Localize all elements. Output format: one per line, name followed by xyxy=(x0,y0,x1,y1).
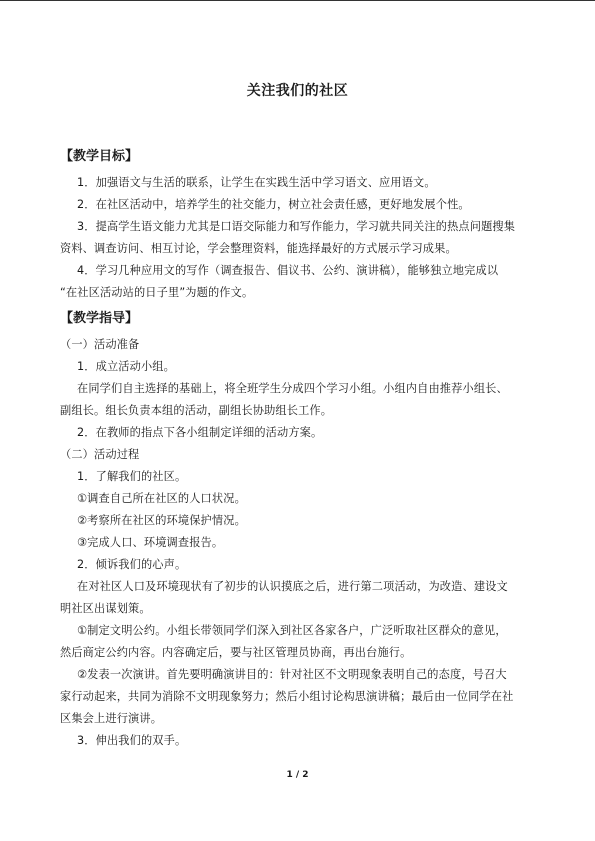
top-rule xyxy=(0,0,595,1)
paragraph-line: ③完成人口、环境调查报告。 xyxy=(77,536,224,549)
section-heading-goals: 【教学目标】 xyxy=(60,149,139,164)
page-number: 1 / 2 xyxy=(286,770,309,780)
paragraph-line: 资料、调查访问、相互讨论，学会整理资料，能选择最好的方式展示学习成果。 xyxy=(60,242,457,255)
paragraph-line: 3．伸出我们的双手。 xyxy=(77,734,187,747)
paragraph-line: 明社区出谋划策。 xyxy=(60,602,151,615)
paragraph-line: 3．提高学生语文能力尤其是口语交际能力和写作能力，学习就共同关注的热点问题搜集 xyxy=(77,220,516,233)
paragraph-line: ②考察所在社区的环境保护情况。 xyxy=(77,514,246,527)
document-title: 关注我们的社区 xyxy=(246,83,349,99)
paragraph-line: ①调查自己所在社区的人口状况。 xyxy=(77,492,246,505)
paragraph-line: 1．成立活动小组。 xyxy=(77,360,175,373)
paragraph-line: 副组长。组长负责本组的活动，副组长协助组长工作。 xyxy=(60,404,333,417)
paragraph-line: 4．学习几种应用文的写作（调查报告、倡议书、公约、演讲稿），能够独立地完成以 xyxy=(77,264,499,277)
paragraph-line: 2．倾诉我们的心声。 xyxy=(77,558,187,571)
paragraph-line: 在对社区人口及环境现状有了初步的认识摸底之后，进行第二项活动，为改造、建设文 xyxy=(77,580,508,593)
paragraph-line: 2．在社区活动中，培养学生的社交能力，树立社会责任感，更好地发展个性。 xyxy=(77,198,470,211)
section-heading-guidance: 【教学指导】 xyxy=(60,311,139,326)
paragraph-line: ①制定文明公约。小组长带领同学们深入到社区各家各户，广泛听取社区群众的意见， xyxy=(77,624,507,637)
paragraph-line: “在社区活动站的日子里”为题的作文。 xyxy=(60,286,254,299)
paragraph-line: 在同学们自主选择的基础上，将全班学生分成四个学习小组。小组内自由推荐小组长、 xyxy=(77,382,508,395)
paragraph-line: 然后商定公约内容。内容确定后，要与社区管理员协商，再出台施行。 xyxy=(60,646,412,659)
paragraph-line: 区集会上进行演讲。 xyxy=(60,712,163,725)
subsection-heading: （一）活动准备 xyxy=(60,338,140,351)
paragraph-line: 2．在教师的指点下各小组制定详细的活动方案。 xyxy=(77,426,323,439)
subsection-heading: （二）活动过程 xyxy=(60,448,140,461)
paragraph-line: 家行动起来，共同为消除不文明现象努力；然后小组讨论构思演讲稿；最后由一位同学在社 xyxy=(60,690,514,703)
paragraph-line: ②发表一次演讲。首先要明确演讲目的：针对社区不文明现象表明自己的态度，号召大 xyxy=(77,668,507,681)
paragraph-line: 1．加强语文与生活的联系，让学生在实践生活中学习语文、应用语文。 xyxy=(77,176,436,189)
paragraph-line: 1．了解我们的社区。 xyxy=(77,470,187,483)
